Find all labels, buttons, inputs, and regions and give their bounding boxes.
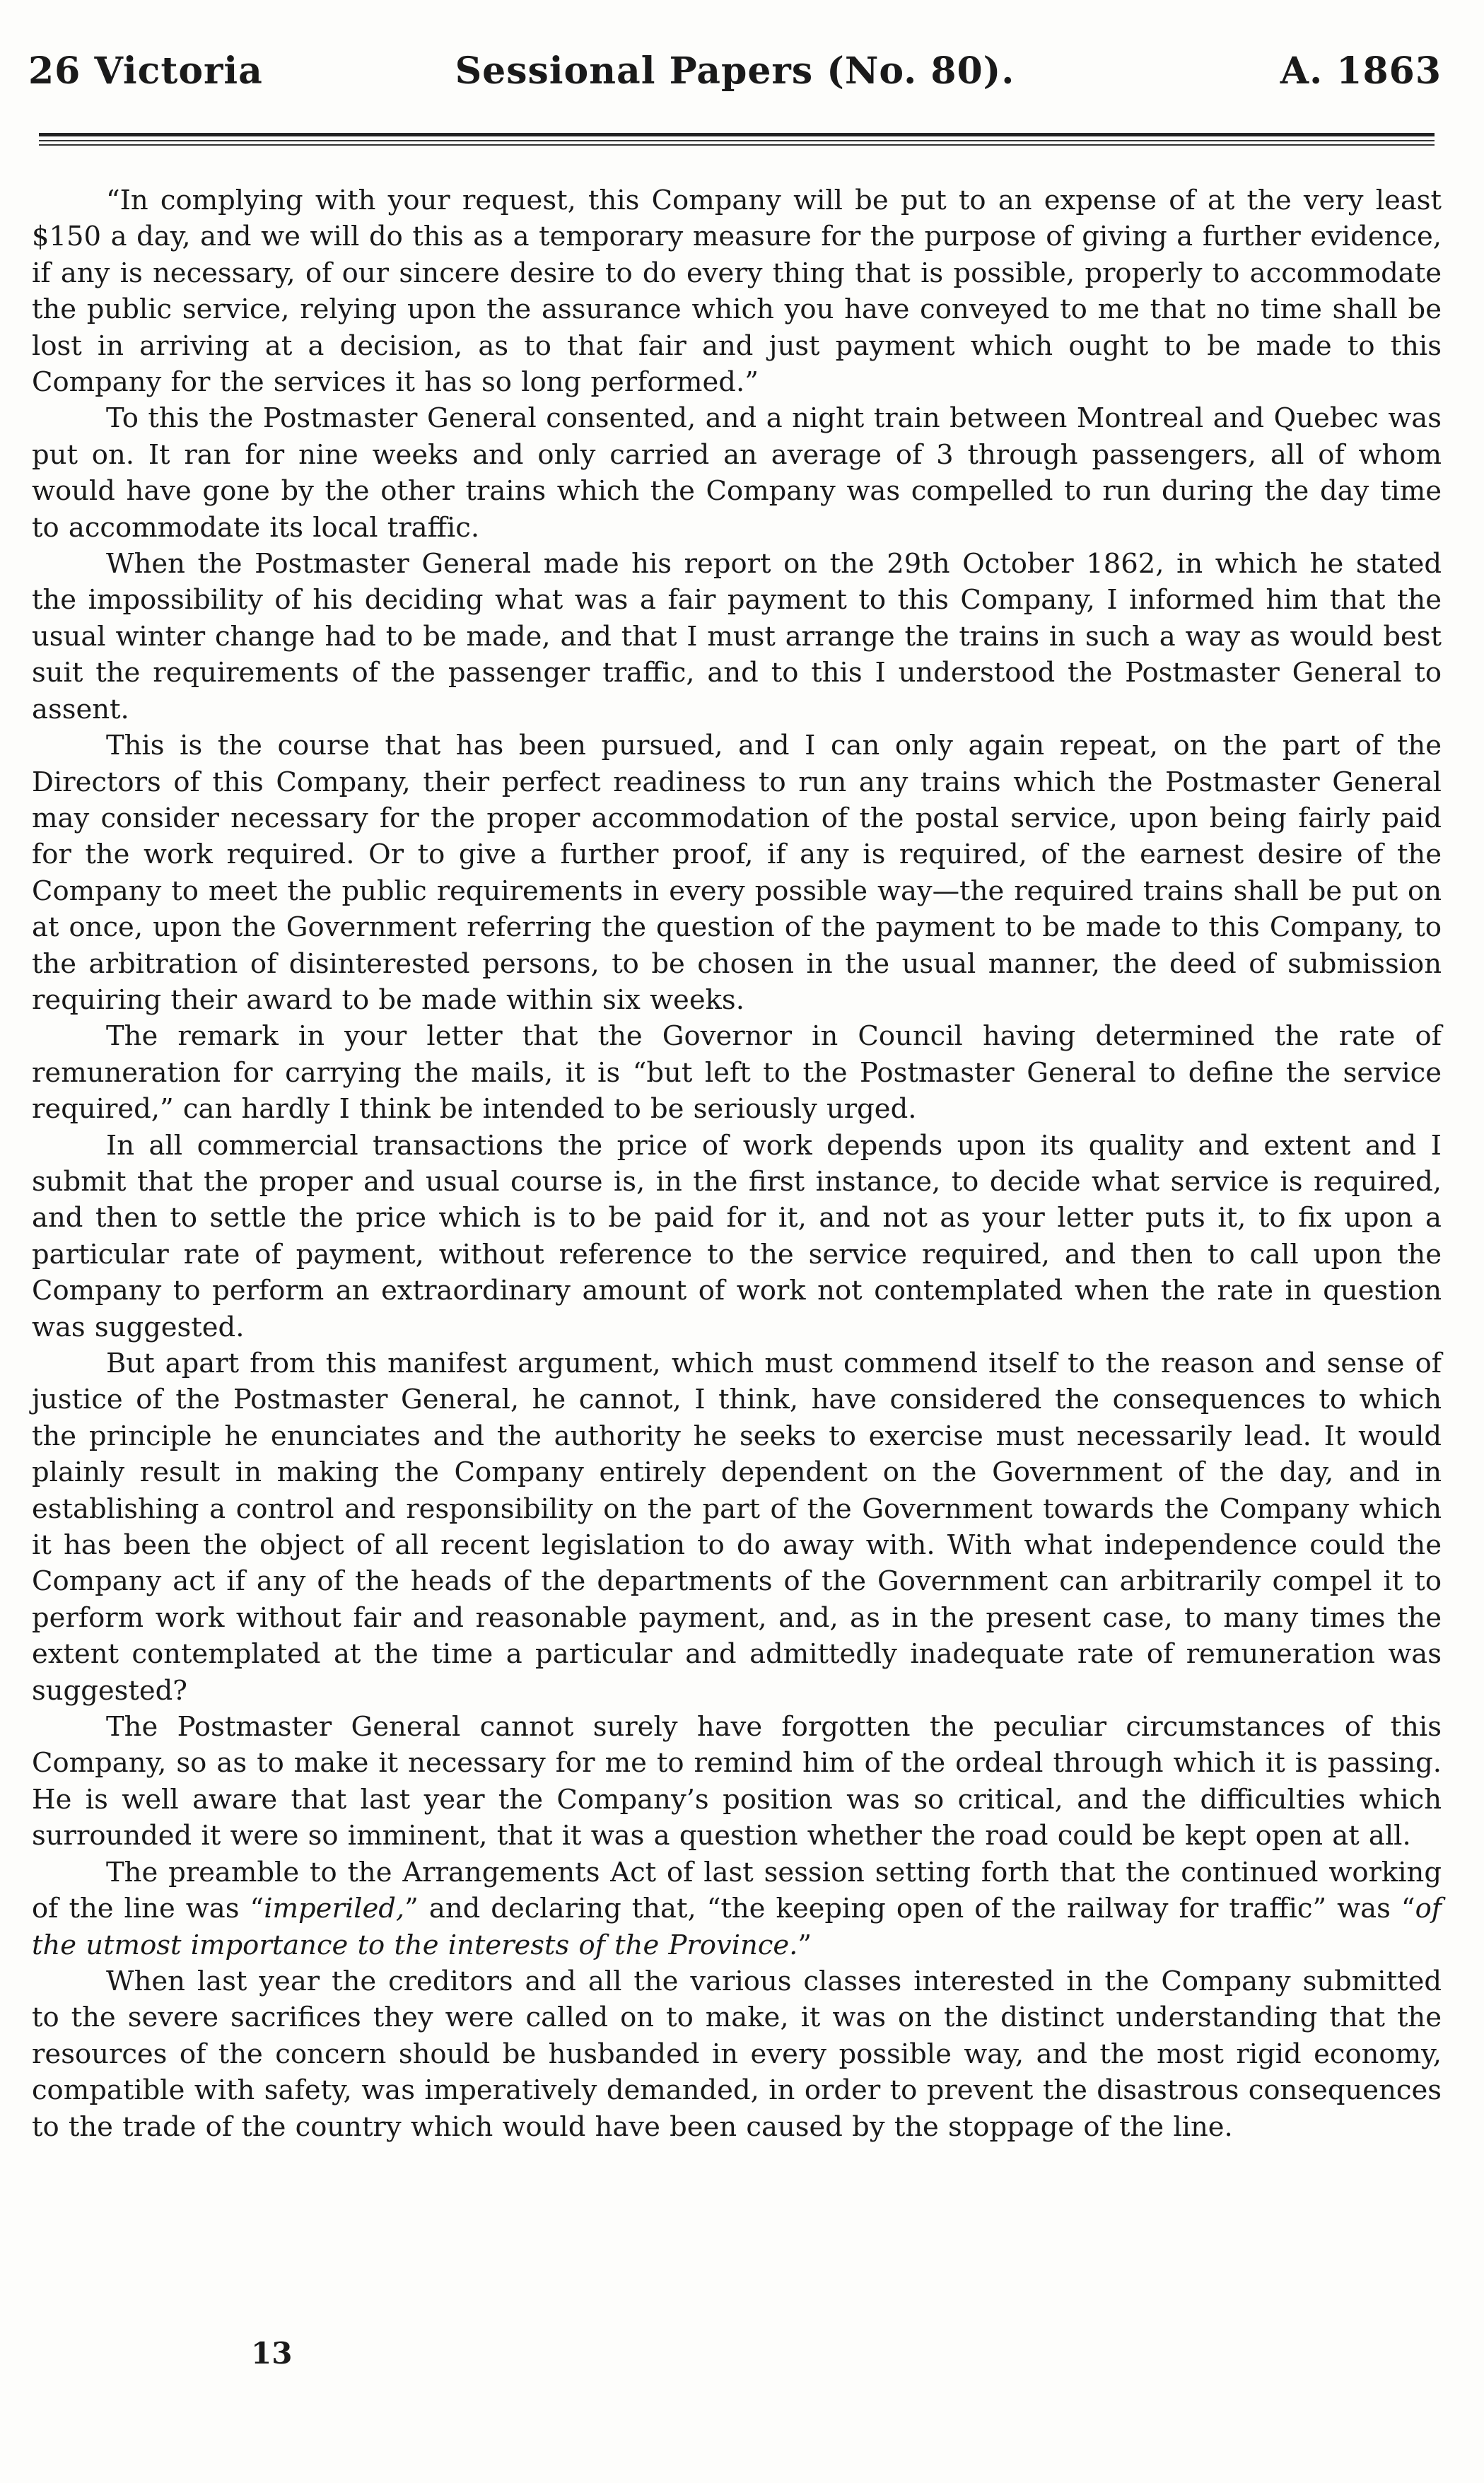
header-rule-thin [39,144,1435,146]
paragraph-p2 [32,400,1442,546]
text-run: In all commercial transactions the price of work depends upon its quality and extent and I submit that the proper and usual course is, in the first instance, to decide what service is required, and then to settle the price which is to be paid for it, and not as your letter puts it, to fix upon a particular rate of payment, without reference to the service required, and then to call upon the Company to perform an extraordinary amount of work not contemplated when the rate in question was suggested. [32,1129,1442,1343]
paragraph-p3 [32,546,1442,728]
header-rule-thin [39,140,1435,141]
paragraph-p4 [32,728,1442,1018]
page-header [28,42,1442,106]
text-run: To this the Postmaster General consented, and a night train between Montreal and Quebec was put on. It ran for nine weeks and only carried an average of 3 through passengers, all of whom would have gone by the other trains which the Company was compelled to run during the day time to accommodate its local traffic. [32,402,1442,544]
paragraph-p5 [32,1018,1442,1127]
text-run: “In complying with your request, this Company will be put to an expense of at the very least $150 a day, and we will do this as a temporary measure for the purpose of giving a further evidence, if any is necessary, of our sincere desire to do every thing that is possible, properly to accommodate the public service, relying upon the assurance which you have conveyed to me that no time shall be lost in arriving at a decision, as to that fair and just payment which ought to be made to this Company for the services it has so long performed.” [32,185,1442,399]
text-run: When the Postmaster General made his report on the 29th October 1862, in which he stated the impossibility of his deciding what was a fair payment to this Company, I informed him that the usual winter change had to be made, and that I must arrange the trains in such a way as would best suit the requirements of the passenger traffic, and to this I understood the Postmaster General to assent. [32,548,1442,725]
italic-phrase: imperiled, [264,1893,405,1925]
paragraph-p9 [32,1854,1442,1963]
text-run: When last year the creditors and all the various classes interested in the Company submitted to the severe sacrifices they were called on to make, it was on the distinct understanding that the resources of the concern should be husbanded in every possible way, and the most rigid economy, compatible with safety, was imperatively demanded, in order to prevent the disastrous consequences to the trade of the country which would have been caused by the stoppage of the line. [32,1965,1442,2143]
header-rule [39,133,1435,150]
text-run: This is the course that has been pursued, and I can only again repeat, on the part of the Directors of this Company, their perfect readiness to run any trains which the Postmaster General may consider necessary for the proper accommodation of the postal service, upon being fairly paid for the work required. Or to give a further proof, if any is required, of the earnest desire of the Company to meet the public requirements in every possible way—the required trains shall be put on at once, upon the Government referring the question of the payment to be made to this Company, to the arbitration of disinterested persons, to be chosen in the usual manner, the deed of submission requiring their award to be made within six weeks. [32,730,1442,1016]
italic-phrase: of the utmost importance to the interests of the Province. [32,1893,1442,1961]
paragraph-p8 [32,1709,1442,1854]
text-run: The remark in your letter that the Governor in Council having determined the rate of remuneration for carrying the mails, it is “but left to the Postmaster General to define the service required,” can hardly I think be intended to be seriously urged. [32,1020,1442,1126]
header-year: A. 1863 [1280,49,1442,93]
text-run: But apart from this manifest argument, which must commend itself to the reason and sense of justice of the Postmaster General, he cannot, I think, have considered the consequences to which the principle he enunciates and the authority he seeks to exercise must necessarily lead. It would plainly result in making the Company entirely dependent on the Government of the day, and in establishing a control and responsibility on the part of the Government towards the Company which it has been the object of all recent legislation to do away with. With what independence could the Company act if any of the heads of the departments of the Government can arbitrarily compel it to perform work without fair and reasonable payment, and, as in the present case, to many times the extent contemplated at the time a particular and admittedly inadequate rate of remuneration was suggested? [32,1348,1442,1707]
header-rule-thick [39,133,1435,136]
header-session: 26 Victoria [28,49,263,93]
paragraph-p1 [32,182,1442,400]
body-text [32,182,1442,2145]
paragraph-p6 [32,1128,1442,1345]
text-run: ” [797,1929,812,1961]
text-run: ” and declaring that, “the keeping open of the railway for traffic” was “ [404,1893,1415,1925]
paragraph-p10 [32,1963,1442,2145]
signature-mark: 13 [251,2336,293,2371]
text-run: The preamble to the Arrangements Act of last session setting forth that the continued working of the line was “ [32,1856,1442,1925]
text-run: The Postmaster General cannot surely have forgotten the peculiar circumstances of this Company, so as to make it necessary for me to remind him of the ordeal through which it is passing. He is well aware that last year the Company’s position was so critical, and the difficulties which surrounded it were so imminent, that it was a question whether the road could be kept open at all. [32,1711,1442,1852]
header-title: Sessional Papers (No. 80). [455,49,1015,93]
paragraph-p7 [32,1345,1442,1709]
